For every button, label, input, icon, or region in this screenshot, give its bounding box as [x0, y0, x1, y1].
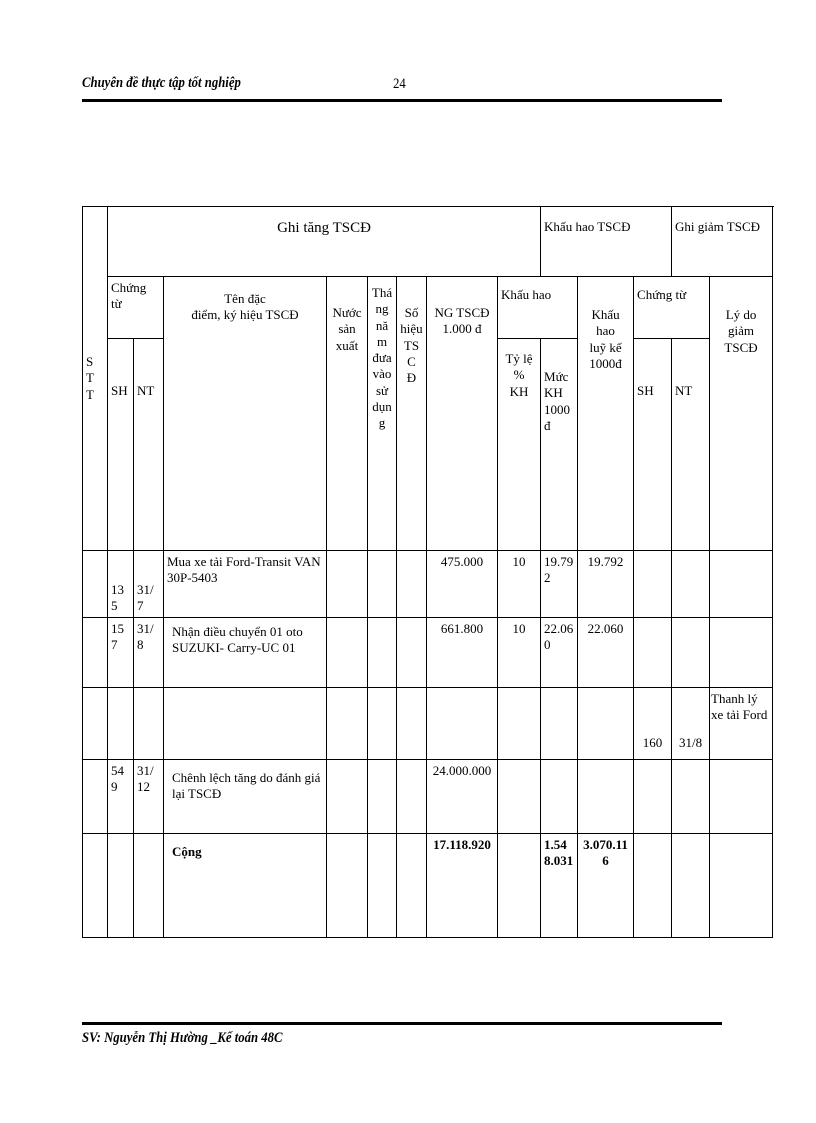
row-nt-giam [672, 618, 710, 688]
row-nt-giam [672, 551, 710, 618]
stt-header: S T T [83, 207, 108, 551]
document-header-title: Chuyên đề thực tập tốt nghiệp [82, 75, 241, 91]
nt-header: NT [134, 339, 164, 551]
row-nt: 31/12 [134, 760, 164, 834]
table-row [83, 551, 773, 618]
row-ly-do: Thanh lý xe tải Ford [710, 688, 773, 760]
row-ly-do [710, 760, 773, 834]
row-luy-ke: 19.792 [578, 551, 634, 618]
sh-giam-header: SH [634, 339, 672, 551]
row-ng-tscd: 661.800 [427, 618, 498, 688]
ten-dac-diem-header: Tên đặc điểm, ký hiệu TSCĐ [164, 277, 327, 551]
row-sh: 549 [108, 760, 134, 834]
row-ty-le: 10 [498, 551, 541, 618]
row-ten-tscd: Chênh lệch tăng do đánh giá lại TSCĐ [164, 760, 327, 834]
row-nt-giam [672, 760, 710, 834]
ghi-tang-group-header: Ghi tăng TSCĐ [108, 207, 541, 277]
so-hieu-header: Số hiệu TSC Đ [397, 277, 427, 551]
row-muc-kh [541, 688, 578, 760]
row-ty-le [498, 760, 541, 834]
total-luy-ke: 3.070.116 [578, 834, 634, 938]
table-row [83, 760, 773, 834]
row-ten-tscd: Nhận điều chuyển 01 oto SUZUKI- Carry-UC 01 [164, 618, 327, 688]
row-sh-giam: 160 [634, 688, 672, 760]
row-muc-kh: 19.792 [541, 551, 578, 618]
row-luy-ke [578, 688, 634, 760]
muc-kh-header: Mức KH 1000 đ [541, 339, 578, 551]
row-ng-tscd: 24.000.000 [427, 760, 498, 834]
row-sh-giam [634, 618, 672, 688]
row-ten-tscd: Mua xe tải Ford-Transit VAN 30P-5403 [164, 551, 327, 618]
ghi-giam-group-header: Ghi giảm TSCĐ [672, 207, 773, 277]
total-label: Cộng [164, 834, 327, 938]
row-nt: 31/7 [134, 551, 164, 618]
khau-hao-subheader: Khấu hao [498, 277, 578, 339]
row-ng-tscd [427, 688, 498, 760]
total-row [83, 834, 773, 938]
fixed-asset-ledger-table [82, 206, 773, 938]
row-muc-kh: 22.060 [541, 618, 578, 688]
ng-tscd-header: NG TSCĐ 1.000 đ [427, 277, 498, 551]
chung-tu-header: Chứng từ [108, 277, 164, 339]
footer-rule [82, 1022, 722, 1025]
row-sh: 135 [108, 551, 134, 618]
footer-author: SV: Nguyễn Thị Hường _Kế toán 48C [82, 1030, 283, 1046]
total-muc-kh: 1.548.031 [541, 834, 578, 938]
row-ly-do [710, 618, 773, 688]
total-ng-tscd: 17.118.920 [427, 834, 498, 938]
chung-tu-giam-header: Chứng từ [634, 277, 710, 339]
row-sh: 157 [108, 618, 134, 688]
row-ly-do [710, 551, 773, 618]
row-nt-giam: 31/8 [672, 688, 710, 760]
row-ty-le [498, 688, 541, 760]
khau-hao-group-header: Khấu hao TSCĐ [541, 207, 672, 277]
nt-giam-header: NT [672, 339, 710, 551]
row-ng-tscd: 475.000 [427, 551, 498, 618]
ty-le-kh-header: Tỷ lệ % KH [498, 339, 541, 551]
row-sh-giam [634, 760, 672, 834]
table-row [83, 618, 773, 688]
row-sh-giam [634, 551, 672, 618]
row-ten-tscd [164, 688, 327, 760]
row-luy-ke: 22.060 [578, 618, 634, 688]
row-muc-kh [541, 760, 578, 834]
thang-nam-header: Thá ng năm đưa vào sử dụn g [368, 277, 397, 551]
khau-hao-luy-ke-header: Khấu hao luỹ kế 1000đ [578, 277, 634, 551]
table-row [83, 688, 773, 760]
row-ty-le: 10 [498, 618, 541, 688]
row-nt: 31/8 [134, 618, 164, 688]
row-sh [108, 688, 134, 760]
row-nt [134, 688, 164, 760]
ly-do-giam-header: Lý do giảm TSCĐ [710, 277, 773, 551]
nuoc-san-xuat-header: Nước sản xuất [327, 277, 368, 551]
sh-header: SH [108, 339, 134, 551]
row-luy-ke [578, 760, 634, 834]
header-rule [82, 99, 722, 102]
page-number: 24 [393, 76, 406, 92]
